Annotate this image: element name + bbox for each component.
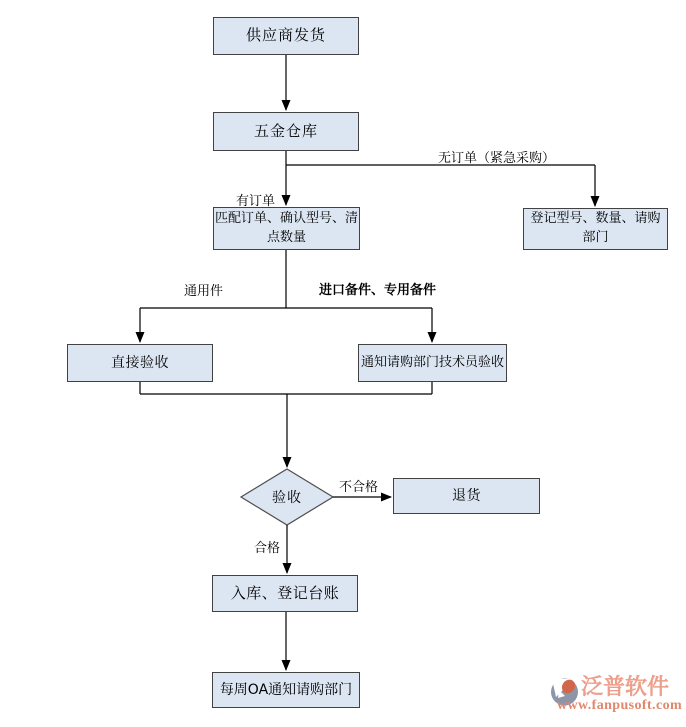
logo-title: 泛普软件	[581, 675, 670, 700]
node-weekly-oa-notice: 每周OA通知请购部门	[212, 672, 360, 708]
node-direct-acceptance: 直接验收	[67, 344, 213, 382]
node-register-model: 登记型号、数量、请购部门	[523, 208, 668, 250]
node-return-goods: 退货	[393, 478, 540, 514]
label-has-order: 有订单	[236, 194, 276, 209]
label-no-order: 无订单（紧急采购）	[438, 151, 556, 166]
label-special-parts: 进口备件、专用备件	[319, 283, 437, 298]
node-supplier-ship: 供应商发货	[213, 17, 359, 55]
logo-url: www.fanpusoft.com	[557, 698, 683, 714]
node-notify-technician: 通知请购部门技术员验收	[358, 344, 507, 382]
label-qualified: 合格	[254, 541, 281, 556]
label-general-parts: 通用件	[184, 284, 224, 299]
node-warehouse-ledger: 入库、登记台账	[212, 575, 358, 612]
node-match-order: 匹配订单、确认型号、清点数量	[213, 207, 360, 250]
label-unqualified: 不合格	[339, 480, 379, 495]
vendor-logo	[550, 676, 682, 713]
node-hardware-warehouse: 五金仓库	[213, 112, 359, 151]
node-acceptance-decision: 验收	[272, 490, 302, 506]
